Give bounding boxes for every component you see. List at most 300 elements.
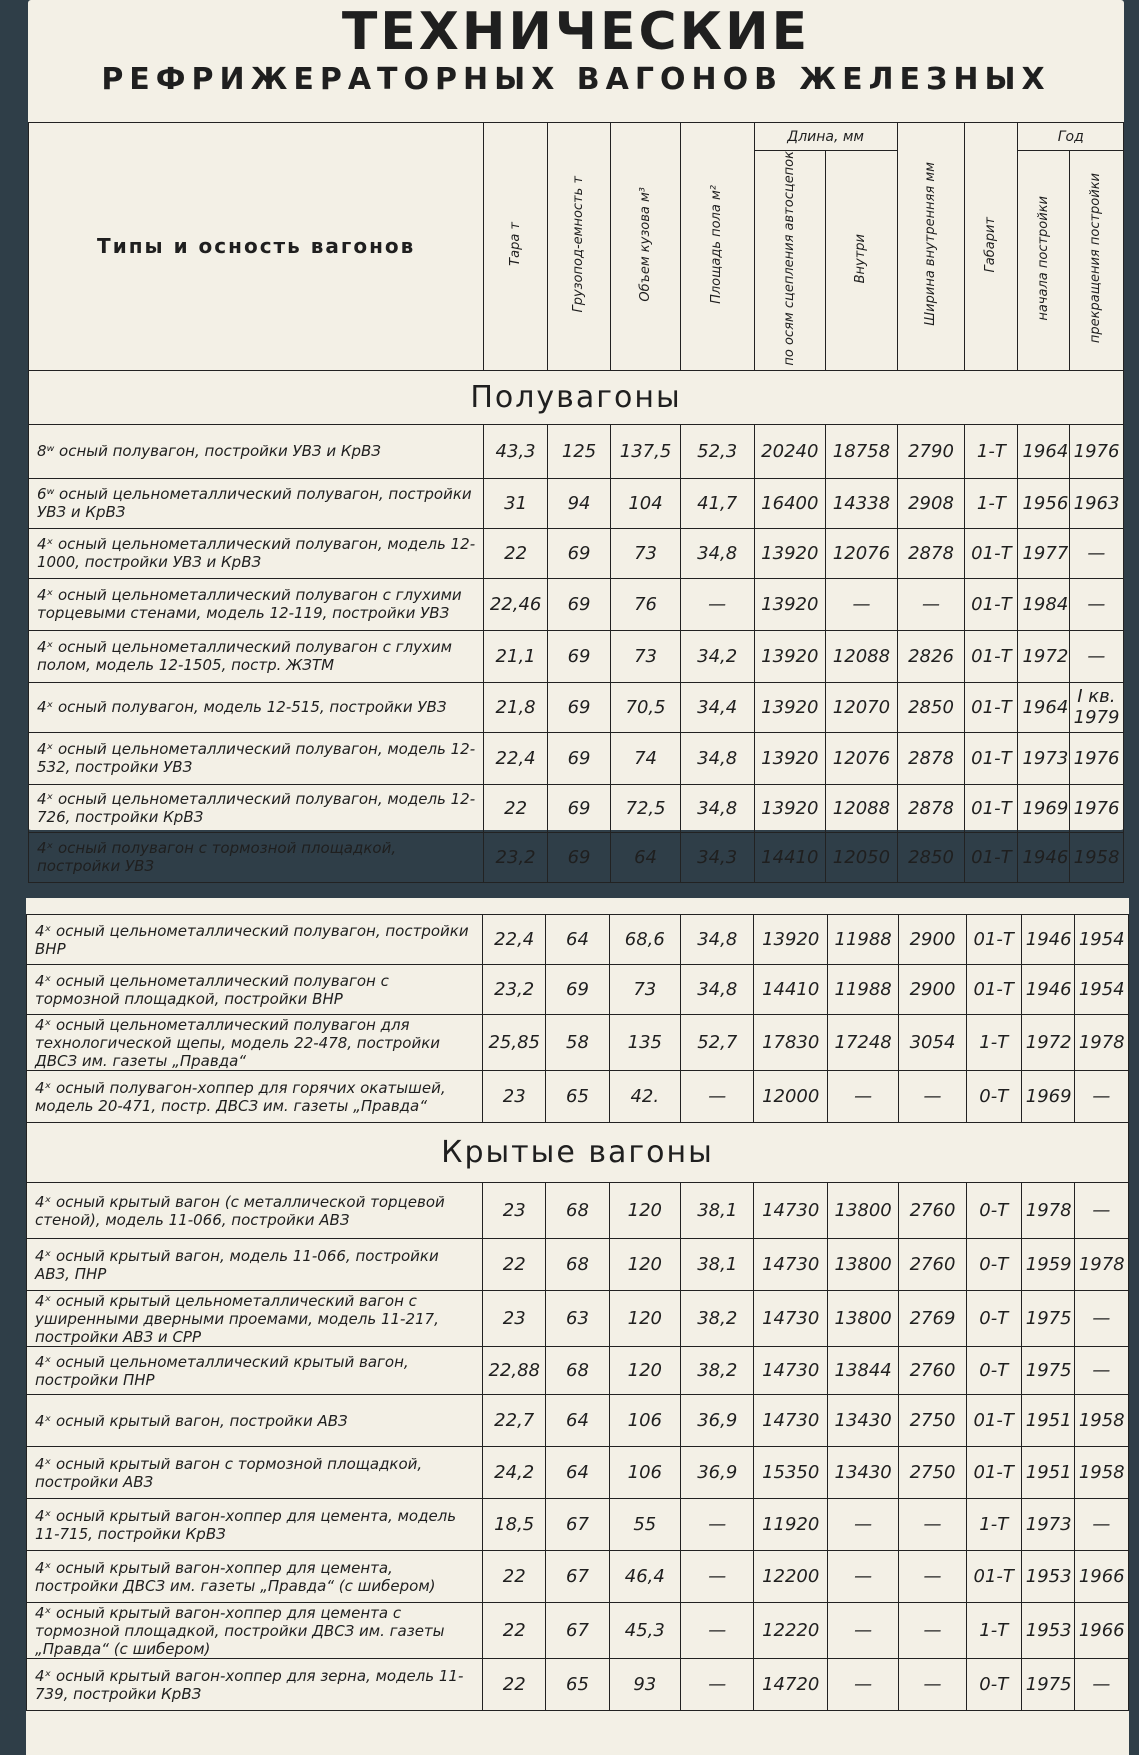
width-inside-cell: 2850 xyxy=(897,682,965,732)
table-row xyxy=(27,1291,1129,1347)
year-start-cell: 1959 xyxy=(1021,1239,1074,1291)
table-row xyxy=(27,1603,1129,1659)
tara-cell: 22,4 xyxy=(484,732,547,784)
capacity-cell: 64 xyxy=(546,1447,609,1499)
section-covered: Крытые вагоны xyxy=(27,1123,1129,1183)
rows-covered xyxy=(27,1183,1129,1711)
capacity-cell: 58 xyxy=(546,1015,609,1071)
tara-cell: 21,1 xyxy=(484,630,547,682)
width-inside-cell: — xyxy=(899,1071,966,1123)
volume-cell: 137,5 xyxy=(611,424,681,478)
year-start-cell: 1964 xyxy=(1018,682,1069,732)
capacity-cell: 69 xyxy=(547,630,610,682)
year-end-cell: — xyxy=(1069,578,1123,630)
tara-cell: 22 xyxy=(484,528,547,578)
floor-area-cell: 34,8 xyxy=(681,965,754,1015)
year-end-cell: 1966 xyxy=(1074,1551,1128,1603)
length-axes-cell: 14410 xyxy=(754,965,827,1015)
wagon-type-cell: 4ˣ осный цельнометаллический полувагон для технологической щепы, модель 22-478, постройки ДВСЗ им. газеты „Правда“ xyxy=(27,1015,483,1071)
header-capacity: Грузопод-емность т xyxy=(547,123,610,371)
floor-area-cell: 52,7 xyxy=(681,1015,754,1071)
volume-cell: 104 xyxy=(611,478,681,528)
year-end-cell: — xyxy=(1074,1183,1128,1239)
header-length-axes: по осям сцепления автосцепок xyxy=(754,151,826,371)
tara-cell: 23,2 xyxy=(484,832,547,882)
tara-cell: 22,4 xyxy=(483,915,546,965)
year-start-cell: 1973 xyxy=(1021,1499,1074,1551)
tara-cell: 31 xyxy=(484,478,547,528)
header-length-inside: Внутри xyxy=(826,151,898,371)
capacity-cell: 69 xyxy=(547,784,610,832)
header-volume: Объем кузова м³ xyxy=(611,123,681,371)
year-start-cell: 1953 xyxy=(1021,1551,1074,1603)
floor-area-cell: 36,9 xyxy=(681,1447,754,1499)
tara-cell: 22 xyxy=(483,1551,546,1603)
year-start-cell: 1953 xyxy=(1021,1603,1074,1659)
table-row xyxy=(27,1347,1129,1395)
volume-cell: 120 xyxy=(609,1239,680,1291)
header-tara: Тара т xyxy=(484,123,547,371)
gauge-cell: 01-Т xyxy=(965,732,1018,784)
length-axes-cell: 11920 xyxy=(754,1499,827,1551)
width-inside-cell: — xyxy=(899,1499,966,1551)
year-end-cell: 1954 xyxy=(1074,965,1128,1015)
length-inside-cell: 13430 xyxy=(827,1395,898,1447)
year-start-cell: 1973 xyxy=(1018,732,1069,784)
gauge-cell: 1-Т xyxy=(966,1499,1021,1551)
header-width: Ширина внутренняя мм xyxy=(897,123,965,371)
wagon-type-cell: 6ʷ осный цельнометаллический полувагон, постройки УВЗ и КрВЗ xyxy=(29,478,484,528)
width-inside-cell: 2750 xyxy=(899,1447,966,1499)
floor-area-cell: 38,2 xyxy=(681,1291,754,1347)
year-start-cell: 1975 xyxy=(1021,1291,1074,1347)
floor-area-cell: — xyxy=(681,1499,754,1551)
volume-cell: 72,5 xyxy=(611,784,681,832)
length-axes-cell: 13920 xyxy=(754,630,826,682)
floor-area-cell: 36,9 xyxy=(681,1395,754,1447)
capacity-cell: 63 xyxy=(546,1291,609,1347)
year-start-cell: 1964 xyxy=(1018,424,1069,478)
year-end-cell: 1978 xyxy=(1074,1015,1128,1071)
floor-area-cell: 34,3 xyxy=(680,832,754,882)
length-axes-cell: 14730 xyxy=(754,1183,827,1239)
floor-area-cell: 34,8 xyxy=(680,732,754,784)
length-axes-cell: 14410 xyxy=(754,832,826,882)
table-row xyxy=(29,682,1124,732)
year-end-cell: 1976 xyxy=(1069,784,1123,832)
floor-area-cell: — xyxy=(681,1603,754,1659)
volume-cell: 120 xyxy=(609,1291,680,1347)
wagon-type-cell: 4ˣ осный крытый цельнометаллический вагон с уширенными дверными проемами, модель 11-217, постройки АВЗ и СРР xyxy=(27,1291,483,1347)
tara-cell: 43,3 xyxy=(484,424,547,478)
width-inside-cell: — xyxy=(899,1603,966,1659)
wagon-type-cell: 4ˣ осный крытый вагон-хоппер для зерна, модель 11-739, постройки КрВЗ xyxy=(27,1659,483,1711)
width-inside-cell: — xyxy=(897,578,965,630)
wagon-type-cell: 4ˣ осный цельнометаллический полувагон, постройки ВНР xyxy=(27,915,483,965)
floor-area-cell: 34,8 xyxy=(680,784,754,832)
year-start-cell: 1956 xyxy=(1018,478,1069,528)
header-year-end: прекращения постройки xyxy=(1069,151,1123,371)
length-axes-cell: 14730 xyxy=(754,1395,827,1447)
table-row xyxy=(29,424,1124,478)
volume-cell: 73 xyxy=(611,528,681,578)
length-inside-cell: 12070 xyxy=(826,682,898,732)
width-inside-cell: 2760 xyxy=(899,1347,966,1395)
length-axes-cell: 14730 xyxy=(754,1239,827,1291)
wagon-type-cell: 4ˣ осный цельнометаллический полувагон, модель 12-726, постройки КрВЗ xyxy=(29,784,484,832)
length-axes-cell: 16400 xyxy=(754,478,826,528)
length-inside-cell: 12088 xyxy=(826,630,898,682)
gauge-cell: 01-Т xyxy=(966,915,1021,965)
length-inside-cell: 13800 xyxy=(827,1291,898,1347)
width-inside-cell: 2790 xyxy=(897,424,965,478)
table-row xyxy=(27,1447,1129,1499)
width-inside-cell: 2760 xyxy=(899,1183,966,1239)
length-inside-cell: 12076 xyxy=(826,528,898,578)
capacity-cell: 68 xyxy=(546,1239,609,1291)
floor-area-cell: 38,1 xyxy=(681,1183,754,1239)
volume-cell: 70,5 xyxy=(611,682,681,732)
year-end-cell: 1976 xyxy=(1069,732,1123,784)
wagon-type-cell: 4ˣ осный полувагон-хоппер для горячих окатышей, модель 20-471, постр. ДВСЗ им. газеты „Правда“ xyxy=(27,1071,483,1123)
year-start-cell: 1984 xyxy=(1018,578,1069,630)
width-inside-cell: 3054 xyxy=(899,1015,966,1071)
wagon-type-cell: 4ˣ осный крытый вагон (с металлической торцевой стеной), модель 11-066, постройки АВЗ xyxy=(27,1183,483,1239)
floor-area-cell: 34,4 xyxy=(680,682,754,732)
year-end-cell: — xyxy=(1074,1659,1128,1711)
tara-cell: 22 xyxy=(483,1239,546,1291)
length-inside-cell: — xyxy=(827,1071,898,1123)
year-start-cell: 1975 xyxy=(1021,1347,1074,1395)
wagon-type-cell: 4ˣ осный цельнометаллический полувагон с глухим полом, модель 12-1505, постр. ЖЗТМ xyxy=(29,630,484,682)
length-inside-cell: — xyxy=(826,578,898,630)
wagon-type-cell: 4ˣ осный цельнометаллический полувагон, модель 12-532, постройки УВЗ xyxy=(29,732,484,784)
length-inside-cell: 13800 xyxy=(827,1239,898,1291)
length-axes-cell: 13920 xyxy=(754,578,826,630)
header-length-group: Длина, мм xyxy=(754,123,897,151)
table-row xyxy=(27,1183,1129,1239)
length-inside-cell: 13430 xyxy=(827,1447,898,1499)
floor-area-cell: — xyxy=(681,1071,754,1123)
table-row xyxy=(27,1015,1129,1071)
gauge-cell: 01-Т xyxy=(965,832,1018,882)
table-row xyxy=(27,1071,1129,1123)
length-inside-cell: — xyxy=(827,1659,898,1711)
title-line-2: РЕФРИЖЕРАТОРНЫХ ВАГОНОВ ЖЕЛЕЗНЫХ xyxy=(101,62,1051,97)
tara-cell: 23 xyxy=(483,1291,546,1347)
spec-table-top xyxy=(28,122,1124,883)
year-start-cell: 1977 xyxy=(1018,528,1069,578)
length-inside-cell: 12076 xyxy=(826,732,898,784)
wagon-type-cell: 4ˣ осный цельнометаллический полувагон с тормозной площадкой, постройки ВНР xyxy=(27,965,483,1015)
length-axes-cell: 20240 xyxy=(754,424,826,478)
header-gauge: Габарит xyxy=(965,123,1018,371)
wagon-type-cell: 8ʷ осный полувагон, постройки УВЗ и КрВЗ xyxy=(29,424,484,478)
rows-bottom-gondolas xyxy=(27,915,1129,1123)
header-types: Типы и осность вагонов xyxy=(29,123,484,371)
width-inside-cell: 2908 xyxy=(897,478,965,528)
year-end-cell: — xyxy=(1074,1071,1128,1123)
year-end-cell: — xyxy=(1069,630,1123,682)
year-end-cell: I кв. 1979 xyxy=(1069,682,1123,732)
length-inside-cell: 11988 xyxy=(827,965,898,1015)
year-start-cell: 1946 xyxy=(1021,915,1074,965)
tara-cell: 22 xyxy=(484,784,547,832)
wagon-type-cell: 4ˣ осный цельнометаллический крытый вагон, постройки ПНР xyxy=(27,1347,483,1395)
tara-cell: 22,88 xyxy=(483,1347,546,1395)
gauge-cell: 01-Т xyxy=(965,528,1018,578)
year-start-cell: 1978 xyxy=(1021,1183,1074,1239)
gauge-cell: 01-Т xyxy=(965,784,1018,832)
header-floor: Площадь пола м² xyxy=(680,123,754,371)
volume-cell: 76 xyxy=(611,578,681,630)
table-row xyxy=(27,1239,1129,1291)
gauge-cell: 01-Т xyxy=(965,682,1018,732)
capacity-cell: 64 xyxy=(546,915,609,965)
width-inside-cell: — xyxy=(899,1659,966,1711)
volume-cell: 120 xyxy=(609,1347,680,1395)
volume-cell: 46,4 xyxy=(609,1551,680,1603)
tara-cell: 22,7 xyxy=(483,1395,546,1447)
floor-area-cell: 34,2 xyxy=(680,630,754,682)
title-line-1: ТЕХНИЧЕСКИЕ xyxy=(341,2,811,62)
volume-cell: 73 xyxy=(611,630,681,682)
length-inside-cell: 14338 xyxy=(826,478,898,528)
volume-cell: 93 xyxy=(609,1659,680,1711)
rows-top xyxy=(29,424,1124,882)
year-end-cell: 1966 xyxy=(1074,1603,1128,1659)
year-end-cell: 1976 xyxy=(1069,424,1123,478)
tara-cell: 25,85 xyxy=(483,1015,546,1071)
year-start-cell: 1951 xyxy=(1021,1395,1074,1447)
gauge-cell: 01-Т xyxy=(966,1447,1021,1499)
capacity-cell: 64 xyxy=(546,1395,609,1447)
tara-cell: 22,46 xyxy=(484,578,547,630)
capacity-cell: 69 xyxy=(547,732,610,784)
capacity-cell: 65 xyxy=(546,1659,609,1711)
floor-area-cell: 52,3 xyxy=(680,424,754,478)
length-inside-cell: — xyxy=(827,1499,898,1551)
year-start-cell: 1969 xyxy=(1018,784,1069,832)
table-row xyxy=(29,578,1124,630)
tara-cell: 23,2 xyxy=(483,965,546,1015)
width-inside-cell: 2750 xyxy=(899,1395,966,1447)
year-end-cell: — xyxy=(1074,1347,1128,1395)
floor-area-cell: — xyxy=(681,1659,754,1711)
gauge-cell: 01-Т xyxy=(965,578,1018,630)
year-end-cell: 1958 xyxy=(1074,1395,1128,1447)
length-inside-cell: 11988 xyxy=(827,915,898,965)
volume-cell: 42. xyxy=(609,1071,680,1123)
volume-cell: 68,6 xyxy=(609,915,680,965)
gauge-cell: 01-Т xyxy=(966,1551,1021,1603)
year-end-cell: 1958 xyxy=(1074,1447,1128,1499)
gauge-cell: 01-Т xyxy=(966,1395,1021,1447)
tara-cell: 21,8 xyxy=(484,682,547,732)
length-axes-cell: 13920 xyxy=(754,915,827,965)
volume-cell: 120 xyxy=(609,1183,680,1239)
capacity-cell: 69 xyxy=(547,578,610,630)
capacity-cell: 69 xyxy=(547,682,610,732)
wagon-type-cell: 4ˣ осный цельнометаллический полувагон с глухими торцевыми стенами, модель 12-119, постройки УВЗ xyxy=(29,578,484,630)
floor-area-cell: — xyxy=(680,578,754,630)
wagon-type-cell: 4ˣ осный крытый вагон-хоппер для цемента, модель 11-715, постройки КрВЗ xyxy=(27,1499,483,1551)
length-inside-cell: 12050 xyxy=(826,832,898,882)
year-start-cell: 1975 xyxy=(1021,1659,1074,1711)
gauge-cell: 0-Т xyxy=(966,1239,1021,1291)
length-axes-cell: 14720 xyxy=(754,1659,827,1711)
width-inside-cell: 2850 xyxy=(897,832,965,882)
volume-cell: 64 xyxy=(611,832,681,882)
page-top xyxy=(28,0,1124,876)
gauge-cell: 0-Т xyxy=(966,1291,1021,1347)
header-year-start: начала постройки xyxy=(1018,151,1069,371)
wagon-type-cell: 4ˣ осный полувагон, модель 12-515, постройки УВЗ xyxy=(29,682,484,732)
year-start-cell: 1946 xyxy=(1021,965,1074,1015)
tara-cell: 24,2 xyxy=(483,1447,546,1499)
table-row xyxy=(27,1499,1129,1551)
table-row xyxy=(27,965,1129,1015)
capacity-cell: 69 xyxy=(547,832,610,882)
length-axes-cell: 13920 xyxy=(754,732,826,784)
floor-area-cell: 38,2 xyxy=(681,1347,754,1395)
wagon-type-cell: 4ˣ осный крытый вагон-хоппер для цемента с тормозной площадкой, постройки ДВСЗ им. газеты „Правда“ (с шибером) xyxy=(27,1603,483,1659)
length-inside-cell: 12088 xyxy=(826,784,898,832)
length-axes-cell: 14730 xyxy=(754,1347,827,1395)
width-inside-cell: 2769 xyxy=(899,1291,966,1347)
tara-cell: 22 xyxy=(483,1659,546,1711)
volume-cell: 135 xyxy=(609,1015,680,1071)
table-row xyxy=(27,915,1129,965)
header-year-group: Год xyxy=(1018,123,1124,151)
gauge-cell: 0-Т xyxy=(966,1347,1021,1395)
wagon-type-cell: 4ˣ осный полувагон с тормозной площадкой, постройки УВЗ xyxy=(29,832,484,882)
year-start-cell: 1969 xyxy=(1021,1071,1074,1123)
width-inside-cell: 2826 xyxy=(897,630,965,682)
table-row xyxy=(27,1551,1129,1603)
gauge-cell: 1-Т xyxy=(965,424,1018,478)
table-row xyxy=(29,478,1124,528)
year-start-cell: 1972 xyxy=(1021,1015,1074,1071)
length-axes-cell: 15350 xyxy=(754,1447,827,1499)
volume-cell: 45,3 xyxy=(609,1603,680,1659)
length-axes-cell: 12220 xyxy=(754,1603,827,1659)
gauge-cell: 1-Т xyxy=(966,1015,1021,1071)
table-row xyxy=(29,630,1124,682)
length-inside-cell: 18758 xyxy=(826,424,898,478)
width-inside-cell: 2900 xyxy=(899,915,966,965)
length-axes-cell: 14730 xyxy=(754,1291,827,1347)
year-start-cell: 1946 xyxy=(1018,832,1069,882)
year-end-cell: 1963 xyxy=(1069,478,1123,528)
year-end-cell: — xyxy=(1074,1499,1128,1551)
gauge-cell: 0-Т xyxy=(966,1071,1021,1123)
wagon-type-cell: 4ˣ осный крытый вагон, постройки АВЗ xyxy=(27,1395,483,1447)
capacity-cell: 69 xyxy=(547,528,610,578)
length-axes-cell: 12000 xyxy=(754,1071,827,1123)
length-inside-cell: — xyxy=(827,1603,898,1659)
tara-cell: 18,5 xyxy=(483,1499,546,1551)
floor-area-cell: 34,8 xyxy=(680,528,754,578)
wagon-type-cell: 4ˣ осный крытый вагон с тормозной площадкой, постройки АВЗ xyxy=(27,1447,483,1499)
wagon-type-cell: 4ˣ осный цельнометаллический полувагон, модель 12-1000, постройки УВЗ и КрВЗ xyxy=(29,528,484,578)
year-end-cell: — xyxy=(1069,528,1123,578)
width-inside-cell: 2760 xyxy=(899,1239,966,1291)
gauge-cell: 01-Т xyxy=(965,630,1018,682)
length-axes-cell: 17830 xyxy=(754,1015,827,1071)
gauge-cell: 1-Т xyxy=(966,1603,1021,1659)
table-row xyxy=(29,528,1124,578)
page-bottom xyxy=(26,898,1129,1755)
capacity-cell: 67 xyxy=(546,1499,609,1551)
floor-area-cell: — xyxy=(681,1551,754,1603)
wagon-type-cell: 4ˣ осный крытый вагон-хоппер для цемента, постройки ДВСЗ им. газеты „Правда“ (с шибером) xyxy=(27,1551,483,1603)
year-end-cell: 1978 xyxy=(1074,1239,1128,1291)
floor-area-cell: 38,1 xyxy=(681,1239,754,1291)
capacity-cell: 69 xyxy=(546,965,609,1015)
width-inside-cell: 2878 xyxy=(897,732,965,784)
volume-cell: 106 xyxy=(609,1447,680,1499)
capacity-cell: 67 xyxy=(546,1603,609,1659)
section-gondolas: Полувагоны xyxy=(29,370,1124,424)
length-axes-cell: 12200 xyxy=(754,1551,827,1603)
tara-cell: 22 xyxy=(483,1603,546,1659)
gauge-cell: 01-Т xyxy=(966,965,1021,1015)
tara-cell: 23 xyxy=(483,1183,546,1239)
width-inside-cell: 2900 xyxy=(899,965,966,1015)
volume-cell: 74 xyxy=(611,732,681,784)
tara-cell: 23 xyxy=(483,1071,546,1123)
length-axes-cell: 13920 xyxy=(754,682,826,732)
spec-table-bottom xyxy=(26,914,1129,1711)
length-axes-cell: 13920 xyxy=(754,528,826,578)
year-end-cell: 1954 xyxy=(1074,915,1128,965)
table-row xyxy=(29,832,1124,882)
gauge-cell: 0-Т xyxy=(966,1183,1021,1239)
gauge-cell: 0-Т xyxy=(966,1659,1021,1711)
year-end-cell: — xyxy=(1074,1291,1128,1347)
length-inside-cell: — xyxy=(827,1551,898,1603)
capacity-cell: 67 xyxy=(546,1551,609,1603)
capacity-cell: 65 xyxy=(546,1071,609,1123)
width-inside-cell: 2878 xyxy=(897,784,965,832)
length-inside-cell: 17248 xyxy=(827,1015,898,1071)
capacity-cell: 94 xyxy=(547,478,610,528)
volume-cell: 106 xyxy=(609,1395,680,1447)
length-inside-cell: 13844 xyxy=(827,1347,898,1395)
width-inside-cell: — xyxy=(899,1551,966,1603)
width-inside-cell: 2878 xyxy=(897,528,965,578)
length-axes-cell: 13920 xyxy=(754,784,826,832)
length-inside-cell: 13800 xyxy=(827,1183,898,1239)
table-row xyxy=(27,1659,1129,1711)
capacity-cell: 68 xyxy=(546,1347,609,1395)
table-row xyxy=(27,1395,1129,1447)
floor-area-cell: 34,8 xyxy=(681,915,754,965)
gauge-cell: 1-Т xyxy=(965,478,1018,528)
year-start-cell: 1972 xyxy=(1018,630,1069,682)
table-row xyxy=(29,784,1124,832)
year-start-cell: 1951 xyxy=(1021,1447,1074,1499)
table-row xyxy=(29,732,1124,784)
capacity-cell: 68 xyxy=(546,1183,609,1239)
capacity-cell: 125 xyxy=(547,424,610,478)
year-end-cell: 1958 xyxy=(1069,832,1123,882)
wagon-type-cell: 4ˣ осный крытый вагон, модель 11-066, постройки АВЗ, ПНР xyxy=(27,1239,483,1291)
volume-cell: 73 xyxy=(609,965,680,1015)
volume-cell: 55 xyxy=(609,1499,680,1551)
floor-area-cell: 41,7 xyxy=(680,478,754,528)
